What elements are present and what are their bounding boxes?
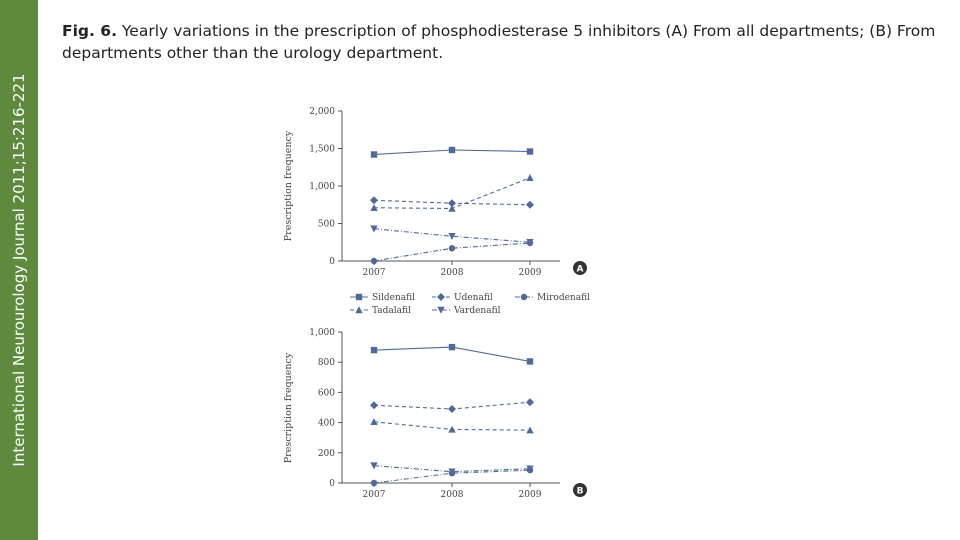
x-tick-label: 2008 [440, 268, 464, 278]
data-point-udenafil [370, 401, 378, 409]
y-tick-label: 200 [317, 448, 335, 459]
data-point-tadalafil [526, 426, 533, 433]
y-tick-label: 0 [329, 257, 335, 267]
data-point-mirodenafil [371, 480, 377, 486]
data-point-tadalafil [526, 174, 533, 181]
figure-caption-text: Yearly variations in the prescription of phosphodiesterase 5 inhibitors (A) From all departments; (B) From departments other than the urology department. [62, 22, 936, 62]
data-point-tadalafil [448, 205, 455, 212]
y-tick-label: 1,000 [309, 328, 335, 338]
y-tick-label: 0 [329, 479, 335, 489]
y-axis-label: Prescription frequency [283, 352, 294, 464]
y-axis-label: Prescription frequency [283, 130, 294, 242]
figure-label: Fig. 6. [62, 22, 117, 40]
legend-marker-udenafil [437, 293, 445, 301]
data-point-udenafil [448, 405, 456, 413]
legend-marker-sildenafil [356, 294, 362, 300]
x-tick-label: 2009 [518, 490, 542, 500]
data-point-mirodenafil [449, 245, 455, 251]
data-point-mirodenafil [527, 467, 533, 473]
legend-marker-mirodenafil [521, 294, 527, 300]
data-point-udenafil [370, 196, 378, 204]
data-point-sildenafil [527, 148, 533, 154]
y-tick-label: 500 [317, 219, 335, 230]
y-tick-label: 600 [317, 388, 335, 399]
data-point-sildenafil [449, 147, 455, 153]
legend-label-sildenafil: Sildenafil [372, 293, 416, 303]
data-point-sildenafil [527, 358, 533, 364]
data-point-sildenafil [449, 344, 455, 350]
legend-label-tadalafil: Tadalafil [372, 306, 411, 316]
data-point-mirodenafil [449, 470, 455, 476]
legend-label-mirodenafil: Mirodenafil [537, 293, 590, 303]
panel-badge-label: A [576, 264, 584, 275]
y-tick-label: 1,500 [309, 144, 335, 155]
data-point-sildenafil [371, 347, 377, 353]
x-tick-label: 2009 [518, 268, 542, 278]
legend-marker-tadalafil [355, 306, 362, 313]
y-tick-label: 400 [317, 418, 335, 429]
journal-citation: International Neurourology Journal 2011;15:216-221 [10, 73, 28, 467]
x-tick-label: 2008 [440, 490, 464, 500]
data-point-mirodenafil [527, 240, 533, 246]
data-point-sildenafil [371, 151, 377, 157]
data-point-mirodenafil [371, 258, 377, 264]
legend-label-vardenafil: Vardenafil [454, 306, 501, 316]
y-tick-label: 800 [317, 358, 335, 369]
panel-badge-label: B [576, 486, 584, 497]
data-point-udenafil [526, 201, 534, 209]
legend-label-udenafil: Udenafil [454, 293, 493, 303]
x-tick-label: 2007 [362, 490, 386, 500]
x-tick-label: 2007 [362, 268, 386, 278]
data-point-udenafil [526, 398, 534, 406]
y-tick-label: 2,000 [309, 107, 335, 117]
y-tick-label: 1,000 [309, 182, 335, 192]
